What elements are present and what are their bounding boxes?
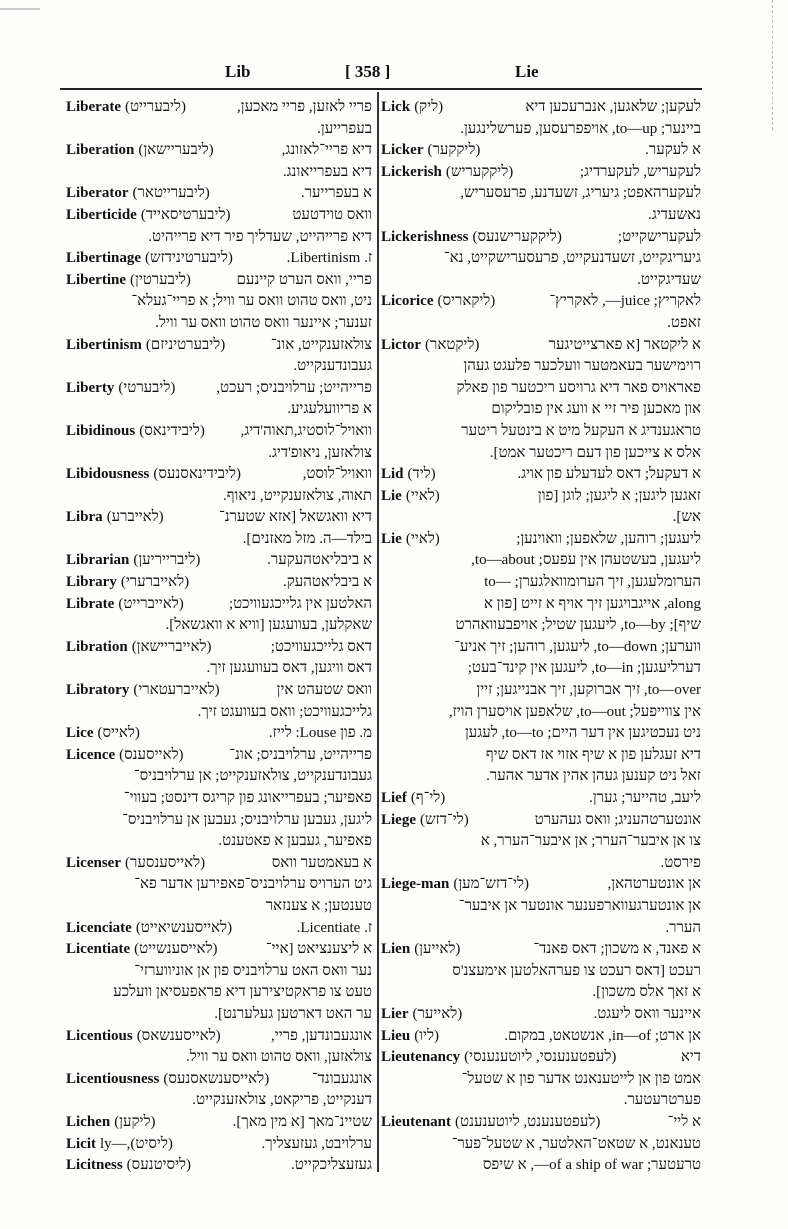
definition-text: אן אונטערגעווארפענער אונטער אן איבער־ <box>458 897 701 914</box>
pronunciation: (ליבידינאסנעס) <box>153 466 241 483</box>
definition-text: רעכט [דאס רעכט צו פערהאלטען אימעצנ'ס <box>452 962 701 979</box>
headword: Libidousness <box>66 466 150 483</box>
pronunciation: (ליבערטיניזם) <box>145 336 226 353</box>
dictionary-entry <box>381 529 701 551</box>
entry-continuation-line <box>66 443 372 465</box>
dictionary-entry <box>66 183 372 205</box>
headword: Lief <box>381 790 407 806</box>
headword: Licitness <box>66 1157 123 1174</box>
headword: Libration <box>66 638 128 655</box>
definition-text: לעקערישקייט; <box>617 228 701 245</box>
definition-text: ז. Libertinism. <box>286 250 372 267</box>
definition-text: בעפרייען. <box>317 120 372 137</box>
entry-continuation-line <box>66 399 372 421</box>
headword: Lichen <box>66 1113 111 1130</box>
pronunciation: (לאייסענס) <box>119 746 184 763</box>
definition-text: אונגעבונד־ <box>311 1070 372 1087</box>
entry-continuation-line <box>381 421 701 443</box>
definition-text: אן ארט; in—of, אנשטאט, במקום. <box>504 1027 701 1044</box>
definition-text: שאקלען, בעוועגען [וויא א וואגשאל]. <box>165 617 372 634</box>
entry-continuation-line <box>66 486 372 508</box>
entry-continuation-line <box>381 745 701 767</box>
dictionary-entry <box>66 464 372 486</box>
definition-text: א ליצענציאט [איי־ <box>265 941 372 958</box>
definition-text: בילד—ה. מזל מאזנים]. <box>242 530 372 547</box>
dictionary-entry <box>381 464 701 486</box>
definition-text: נער וואס האט ערלויבניס פון אן אוניווערזי־ <box>134 962 372 979</box>
entry-continuation-line <box>66 831 372 853</box>
definition-text: צו אן איבער־הערר; אן איבער־הערר, א <box>480 833 701 850</box>
definition-text: דיא פריי־לאזונג, <box>281 142 372 159</box>
headword: Lien <box>381 941 411 958</box>
definition-text: ז. Licentiate. <box>296 919 372 936</box>
definition-text: טענטען; א צענזאר <box>265 897 372 914</box>
definition-text: ניט, וואס טהוט וואס ער וויל; א פריי־געלא־ <box>131 293 372 310</box>
headword: Lictor <box>381 336 421 353</box>
pronunciation: (לאייסענסער) <box>124 854 206 871</box>
pronunciation: (ליבעריישאן) <box>138 142 214 159</box>
dictionary-entry <box>381 1047 701 1069</box>
pronunciation: (לאייברע) <box>106 509 164 526</box>
definition-text: פריי לאזען, פריי מאכען, <box>237 99 372 115</box>
definition-text: טענאנט, א שטאט־האלטער, א שטעל־פער־ <box>451 1135 701 1152</box>
definition-text: דיא זעגלען פון א שיף אזוי אז דאס שיף <box>485 746 701 763</box>
definition-text: א דעקעל; דאס לעדעלע פון אויג. <box>517 466 701 483</box>
entry-continuation-line <box>381 680 701 702</box>
entry-continuation-line <box>66 162 372 184</box>
dictionary-entry <box>66 140 372 162</box>
definition-text: דאס וויגען, דאס בעוועגען זיך. <box>206 660 372 677</box>
headword: Libertine <box>66 271 126 288</box>
headword: Licorice <box>381 293 434 310</box>
dictionary-entry <box>66 939 372 961</box>
definition-text: וואויל־לוסט, <box>302 466 372 483</box>
pronunciation: (ליו) <box>414 1027 439 1044</box>
entry-continuation-line <box>381 982 701 1004</box>
definition-text: זאל ניט קענען געהן אהין אדער אהער. <box>486 768 701 785</box>
headword: Licker <box>381 142 424 159</box>
pronunciation: (ליק) <box>414 99 444 115</box>
pronunciation: (לי־ף) <box>410 790 446 806</box>
definition-text: ליעגען, בעשטעהן אין עפעס; to—about, <box>471 552 701 569</box>
headword: Liberate <box>66 99 121 115</box>
entry-continuation-line <box>66 356 372 378</box>
pronunciation: (ליקטאר) <box>424 336 480 353</box>
dictionary-entry <box>66 507 372 529</box>
entry-continuation-line <box>381 313 701 335</box>
pronunciation: (לאייסענשאסנעס) <box>163 1070 270 1087</box>
definition-text: אמט פון אן לייטענאנט אדער פון א שטעל־ <box>461 1070 701 1087</box>
entry-continuation-line <box>381 399 701 421</box>
definition-text: פאראויס פאר דיא גרויסע ריכטער פון פאלק <box>456 379 701 396</box>
entry-continuation-line <box>66 874 372 896</box>
entry-continuation-line <box>66 119 372 141</box>
pronunciation: (ליד) <box>407 466 436 483</box>
definition-text: טעט צו פראקטיצירען דיא פראפעסיאן וועלכע <box>113 984 372 1001</box>
definition-text: שטיינ־מאך [א מין מאך]. <box>232 1113 372 1130</box>
definition-text: א לעקער. <box>645 142 701 159</box>
pronunciation: (לאייברייט) <box>118 595 184 612</box>
pronunciation: (לאייען) <box>414 941 461 958</box>
pronunciation: (לאייברערי) <box>120 574 190 591</box>
entry-continuation-line <box>381 1155 701 1177</box>
pronunciation: (ליברייריען) <box>133 552 201 569</box>
pronunciation: (ליקען) <box>114 1113 156 1130</box>
dictionary-entry <box>381 291 701 313</box>
entry-continuation-line <box>381 766 701 788</box>
definition-text: ניט נעכטיגען אין דער היים; to—to, לעגען <box>464 725 701 742</box>
entry-continuation-line <box>66 788 372 810</box>
entry-continuation-line <box>381 918 701 940</box>
entry-continuation-line <box>381 896 701 918</box>
definition-text: א בעאמטער וואס <box>271 854 372 871</box>
pronunciation: (ליבערטין) <box>130 271 191 288</box>
definition-text: א ליקטאר [א פארצייטיגער <box>548 336 701 353</box>
pronunciation: (ליסיטנעס) <box>126 1157 192 1174</box>
entry-continuation-line <box>381 702 701 724</box>
headword: Licit <box>66 1135 96 1152</box>
entry-continuation-line <box>381 248 701 270</box>
headword: Libertinism <box>66 336 142 353</box>
entry-continuation-line <box>66 227 372 249</box>
dictionary-entry <box>66 594 372 616</box>
definition-text: דענקייט, פריקאט, צולאזענקייט. <box>192 1092 372 1109</box>
headword: Lice <box>66 725 94 742</box>
definition-text: א ביבליאטהעקער. <box>267 552 372 569</box>
entry-continuation-line <box>381 594 701 616</box>
definition-text: א פאנד, א משכון; דאס פאנד־ <box>533 941 701 958</box>
dictionary-entry <box>66 637 372 659</box>
headword: Lickerish <box>381 163 442 180</box>
definition-text: געזעצליכקייט. <box>291 1157 372 1174</box>
dictionary-entry <box>381 140 701 162</box>
definition-text: שיף]; to—by, ליעגען שטיל; אויפבעוואהרט <box>455 617 701 634</box>
definition-text: ביינער; to—up, אויפפרעסען, פערשלינגען. <box>460 120 701 137</box>
dictionary-entry <box>66 745 372 767</box>
entry-continuation-line <box>381 723 701 745</box>
pronunciation: (לאייברעטארי) <box>133 682 220 699</box>
entry-continuation-line <box>66 529 372 551</box>
dictionary-entry <box>66 97 372 119</box>
scan-edge-line <box>772 0 774 130</box>
entry-continuation-line <box>66 291 372 313</box>
pronunciation: (לאייבריישאן) <box>131 638 212 655</box>
entry-continuation-line <box>66 615 372 637</box>
definition-text: הערר. <box>665 919 701 936</box>
dictionary-entry <box>66 550 372 572</box>
definition-text: אין צווייפעל; to—out, שלאפען אויסערן הויז, <box>448 703 701 720</box>
definition-text: ליגען, געבען ערלויבניס; געבען אן ערלויבניס־ <box>122 811 372 828</box>
headword: Libidinous <box>66 422 136 439</box>
definition-text: גיט הערויס ערלויבניס־פאפירען אדער פא־ <box>134 876 372 893</box>
entry-continuation-line <box>381 853 701 875</box>
definition-text: אונטערטהעניג; וואס געהערט <box>534 811 701 828</box>
entry-continuation-line <box>381 550 701 572</box>
headword: Licentiousness <box>66 1070 160 1087</box>
pronunciation: (ליבערייטאר) <box>132 185 210 202</box>
definition-text: גלייכגעוויכט; וואס בעוועגט זיך. <box>197 703 372 720</box>
dictionary-entry <box>381 874 701 896</box>
pronunciation: (לאייסענשאס) <box>136 1027 221 1044</box>
definition-text: פירסט. <box>660 854 701 871</box>
definition-text: צולאזען, וואס טהוט וואס ער וויל. <box>186 1049 372 1066</box>
definition-text: ליעגען; רוהען, שלאפען; וואוינען; <box>516 530 701 547</box>
entry-continuation-line <box>66 810 372 832</box>
headword: Lieutenancy <box>381 1049 461 1066</box>
definition-text: ערלויבט, געזעצליך. <box>261 1135 372 1152</box>
headword: Licentious <box>66 1027 133 1044</box>
definition-text: תאוה, צולאזענקייט, ניאוף. <box>222 487 372 504</box>
headword: Lie <box>381 487 402 504</box>
definition-text: געבונדענקייט, צולאזענקייט; אן ערלויבניס־ <box>133 768 372 785</box>
definition-text: to—over, זיך אברוקען, זיך אבנייגען; זיין <box>476 682 701 699</box>
definition-text: אן אונטערטהאן, <box>607 876 701 893</box>
definition-text: נאשעדיג. <box>648 206 701 223</box>
dictionary-entry <box>66 1112 372 1134</box>
running-header <box>60 62 700 86</box>
dictionary-entry <box>66 1069 372 1091</box>
headword: Lie <box>381 530 402 547</box>
headword: Lieu <box>381 1027 411 1044</box>
page-number: [ 358 ] <box>345 62 391 81</box>
headword: Libertinage <box>66 250 141 267</box>
dictionary-entry <box>381 1112 701 1134</box>
entry-continuation-line <box>66 658 372 680</box>
definition-text: האלטען אין גלייכגעוויכט; <box>228 595 372 612</box>
headword: Licenciate <box>66 919 132 936</box>
definition-text: along, אייגבויגען זיך אויף א זייט [פון א <box>483 595 701 612</box>
dictionary-entry <box>66 853 372 875</box>
pronunciation: (ליבערטינידזש) <box>145 250 233 267</box>
dictionary-entry <box>66 270 372 292</box>
entry-continuation-line <box>381 961 701 983</box>
definition-text: לעקען; שלאגען, אנברעכען דיא <box>525 99 701 115</box>
dictionary-entry <box>381 335 701 357</box>
definition-text: זאפט. <box>667 314 701 331</box>
headword: Libra <box>66 509 103 526</box>
pronunciation: (לאיי) <box>405 530 440 547</box>
entry-continuation-line <box>381 1134 701 1156</box>
definition-text: טראגענדיג א העקעל מיט א בינטעל ריטער <box>461 422 701 439</box>
definition-text: פערטרעטער. <box>623 1092 701 1109</box>
dictionary-entry <box>66 378 372 400</box>
headword: Lid <box>381 466 404 483</box>
definition-text: א ליי־ <box>667 1113 701 1130</box>
dictionary-entry <box>66 1155 372 1177</box>
headword: Lickerishness <box>381 228 469 245</box>
dictionary-entry <box>66 421 372 443</box>
definition-text: דערליעגען; to—in, ליעגען אין קינד־בעט; <box>467 660 701 677</box>
definition-text: אש]. <box>672 509 701 526</box>
entry-continuation-line <box>66 766 372 788</box>
entry-continuation-line <box>66 313 372 335</box>
pronunciation: (לעפטענענסי, ליוטענענסי) <box>464 1049 617 1066</box>
pronunciation: (ליקאריס) <box>437 293 496 310</box>
definition-text: זענער; איינער וואס טהוט וואס ער וויל. <box>155 314 372 331</box>
dictionary-entry <box>381 162 701 184</box>
definition-text: דיא <box>680 1049 701 1066</box>
definition-text: שעדיגקייט. <box>637 271 701 288</box>
headword: Liberator <box>66 185 129 202</box>
definition-text: זאגען ליגען; א ליגען; לוגן [פון <box>537 487 701 504</box>
headword: Library <box>66 574 117 591</box>
headword: Licenser <box>66 854 121 871</box>
entry-continuation-line <box>381 615 701 637</box>
definition-text: טרעטער; of a ship of war—, א שיפס <box>482 1157 701 1174</box>
definition-text: פאפיער; בעפרייאונג פון קריגס דינסט; בעווי־ <box>123 790 372 806</box>
dictionary-entry <box>381 97 701 119</box>
definition-text: איינער וואס ליעגט. <box>593 1005 701 1022</box>
headword: Libratory <box>66 682 130 699</box>
definition-text: רוימישער בעאמטער וועלכער פלעגט געהן <box>463 358 701 375</box>
definition-text: וואס שטעהט אין <box>276 682 372 699</box>
definition-text: גיעריגקייט, זשעדנעקייט, פרעסערישקייט, נא־ <box>443 250 701 267</box>
definition-text: צולאזענקייט, אונ־ <box>270 336 372 353</box>
headword: Lick <box>381 99 411 115</box>
entry-continuation-line <box>381 637 701 659</box>
definition-text: א זאך אלס משכון]. <box>592 984 701 1001</box>
pronunciation: (ליבערייט) <box>124 99 186 115</box>
right-guide-word: Lie <box>515 62 539 81</box>
definition-text: דיא בעפרייאונג. <box>282 163 372 180</box>
entry-continuation-line <box>381 270 701 292</box>
entry-continuation-line <box>66 702 372 724</box>
definition-text: לאקריץ; juice—, לאקריץ־ <box>549 293 701 310</box>
pronunciation: (לאייער) <box>412 1005 463 1022</box>
dictionary-entry <box>381 939 701 961</box>
dictionary-entry <box>381 788 701 810</box>
dictionary-entry <box>66 918 372 940</box>
definition-text: ער האט דארטען געלערנט]. <box>214 1005 372 1022</box>
definition-text: פרייהייט, ערלויבניס; אונ־ <box>229 746 372 763</box>
dictionary-entry <box>381 486 701 508</box>
dictionary-entry <box>381 1004 701 1026</box>
entry-continuation-line <box>381 507 701 529</box>
dictionary-entry <box>381 1026 701 1048</box>
left-guide-word: Lib <box>225 62 251 81</box>
dictionary-entry <box>66 723 372 745</box>
headword: Lieutenant <box>381 1113 452 1130</box>
definition-text: פאפיער, געבען א פאטענט. <box>218 833 372 850</box>
pronunciation: (ליסיט),—ly <box>100 1135 173 1152</box>
entry-continuation-line <box>381 356 701 378</box>
definition-text: א בעפרייער. <box>300 185 372 202</box>
definition-text: וואויל־לוסטיג,תאוה'דיג, <box>240 422 372 439</box>
entry-continuation-line <box>381 1090 701 1112</box>
dictionary-entry <box>381 810 701 832</box>
definition-text: דיא וואגשאל [אזא שטערנ־ <box>218 509 372 526</box>
dictionary-entry <box>66 572 372 594</box>
definition-text: פרייהייט; ערלויבניס; רעכט, <box>216 379 372 396</box>
definition-text: ליעב, טהייער; גערן. <box>589 790 701 806</box>
entry-continuation-line <box>66 961 372 983</box>
pronunciation: (לאייס) <box>97 725 140 742</box>
pronunciation: (ליבערטי) <box>118 379 176 396</box>
dictionary-entry <box>66 248 372 270</box>
left-column <box>66 97 372 1177</box>
definition-text: דיא פרייהייט, שעדליך פיר דיא פרייהיט. <box>148 228 372 245</box>
pronunciation: (ליקקערישנעס) <box>472 228 562 245</box>
definition-text: דאס גלייכגעוויכט; <box>270 638 372 655</box>
header-rule <box>60 88 702 90</box>
headword: Liberticide <box>66 206 137 223</box>
column-divider <box>377 92 379 1172</box>
headword: Lier <box>381 1005 409 1022</box>
pronunciation: (ליבידינאס) <box>139 422 205 439</box>
definition-text: א ביבליאטהעק. <box>282 574 372 591</box>
definition-text: לעקערהאפט; גיעריג, זשעדנע, פרעסעריש, <box>460 185 701 202</box>
pronunciation: (לי־דזש) <box>420 811 469 828</box>
entry-continuation-line <box>381 1069 701 1091</box>
pronunciation: (לי־דזש־מען) <box>453 876 529 893</box>
pronunciation: (לאייסענשייט) <box>134 941 218 958</box>
definition-text: מ. פון Louse: לייז. <box>268 725 372 742</box>
headword: Liege-man <box>381 876 450 893</box>
pronunciation: (ליבערטיסאייד) <box>140 206 231 223</box>
definition-text: פריי, וואס הערט קיינעם <box>236 271 372 288</box>
dictionary-entry <box>66 205 372 227</box>
entry-continuation-line <box>381 119 701 141</box>
pronunciation: (ליקקער) <box>427 142 481 159</box>
definition-text: וואס טוידטעט <box>292 206 372 223</box>
dictionary-entry <box>381 227 701 249</box>
entry-continuation-line <box>66 982 372 1004</box>
headword: Librarian <box>66 552 130 569</box>
definition-text: לעקעריש, לעקערדיג; <box>579 163 701 180</box>
pronunciation: (ליקקעריש) <box>445 163 514 180</box>
dictionary-entry <box>66 680 372 702</box>
headword: Librate <box>66 595 115 612</box>
headword: Licence <box>66 746 116 763</box>
entry-continuation-line <box>381 378 701 400</box>
entry-continuation-line <box>381 205 701 227</box>
entry-continuation-line <box>66 1004 372 1026</box>
dictionary-entry <box>66 1134 372 1156</box>
right-column <box>381 97 701 1177</box>
definition-text: און מאכען פיר זיי א וועג אין פובליקום <box>491 401 701 418</box>
entry-continuation-line <box>66 1047 372 1069</box>
headword: Liberty <box>66 379 115 396</box>
definition-text: געבונדענקייט. <box>293 358 372 375</box>
definition-text: א פריוועלעגיע. <box>287 401 372 418</box>
entry-continuation-line <box>381 658 701 680</box>
headword: Licentiate <box>66 941 131 958</box>
definition-text: צולאזען, ניאופ'דיג. <box>268 444 372 461</box>
dictionary-entry <box>66 335 372 357</box>
pronunciation: (לאייסענשיאייט) <box>135 919 233 936</box>
pronunciation: (לעפטענענט, ליוטענענט) <box>455 1113 601 1130</box>
definition-text: הערומלעגען, זיך הערומוואלגערן; —to <box>484 574 701 591</box>
definition-text: ווערען; to—down, ליעגען, רוהען; זיך אניע־ <box>454 638 701 655</box>
entry-continuation-line <box>381 443 701 465</box>
headword: Liege <box>381 811 416 828</box>
entry-continuation-line <box>381 831 701 853</box>
definition-text: אונגעבונדען, פריי, <box>271 1027 372 1044</box>
pronunciation: (לאיי) <box>405 487 440 504</box>
entry-continuation-line <box>381 183 701 205</box>
dictionary-entry <box>66 1026 372 1048</box>
scan-artifact <box>0 8 40 10</box>
entry-continuation-line <box>66 1090 372 1112</box>
entry-continuation-line <box>381 572 701 594</box>
entry-continuation-line <box>66 896 372 918</box>
definition-text: אלס א צייכען פון דעם ריכטער אמט]. <box>489 444 701 461</box>
headword: Liberation <box>66 142 135 159</box>
